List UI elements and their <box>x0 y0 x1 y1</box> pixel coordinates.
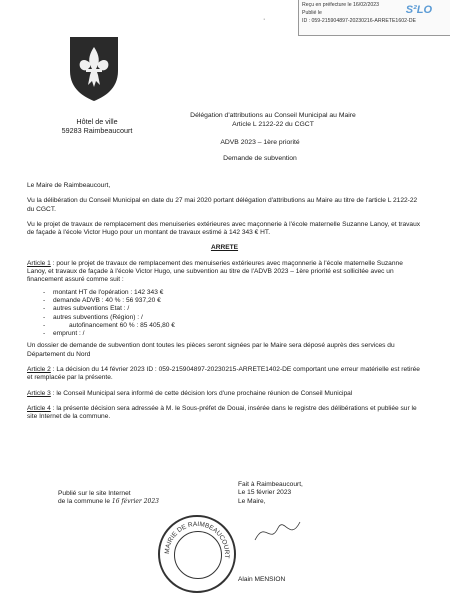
financing-item: - autres subventions (Région) : / <box>39 314 422 322</box>
town-postcode: 59283 Raimbeaucourt <box>61 126 133 135</box>
receipt-date: Reçu en préfecture le 16/02/2023 <box>302 2 380 8</box>
advb-priority: ADVB 2023 – 1ère priorité <box>220 139 300 146</box>
mayor-intro: Le Maire de Raimbeaucourt, <box>27 182 111 189</box>
financing-item: - autres subventions Etat : / <box>39 305 422 313</box>
financing-item: - emprunt : / <box>39 330 422 338</box>
town-coat-of-arms-icon <box>68 35 120 103</box>
publication-label: Publié le <box>302 10 322 16</box>
prefecture-receipt-stamp <box>298 0 450 36</box>
delegation-header <box>168 112 378 129</box>
act-id: ID : 059-215904897-20230216-ARRETE1602-DE <box>302 18 416 24</box>
arrete-heading: ARRETE <box>210 244 239 252</box>
article-2 <box>27 366 422 383</box>
done-at: Fait à Raimbeaucourt, <box>238 481 303 488</box>
mayor-signature-icon <box>250 510 310 550</box>
town-hall-label: Hôtel de ville <box>76 117 118 126</box>
financing-item: - montant HT de l'opération : 142 343 € <box>39 289 422 297</box>
financing-item: - demande ADVB : 40 % : 56 937,20 € <box>39 297 422 305</box>
publication-line-1: Publié sur le site Internet <box>58 490 131 497</box>
article-4-text: : la présente décision sera adressée à M. le Sous-préfet de Douai, insérée dans le registre des délibérations et publiée sur le site Internet de la commune. <box>27 404 417 421</box>
publication-line-2: de la commune le 16 février 2023 <box>58 498 159 506</box>
done-date: Le 15 février 2023 <box>238 489 292 497</box>
financing-list <box>39 289 422 339</box>
article-2-label: Article 2 <box>27 366 51 374</box>
town-hall-address <box>57 117 137 135</box>
considering-deliberation: Vu la délibération du Conseil Municipal en date du 27 mai 2020 portant délégation d'attributions au Maire au titre de l'article L 2122-22 du CGCT. <box>27 197 418 213</box>
article-1 <box>27 260 422 285</box>
seal-text: MAIRIE DE RAIMBEAUCOURT <box>163 520 231 559</box>
article-1-text: : pour le projet de travaux de remplacement des menuiseries extérieures avec maçonnerie à l'école maternelle Suzanne Lanoy, et travaux de façade à l'école Victor Hugo, une subvention au titre de l'ADVB 2023 – 1ère priorité est sollicitée avec un financement assuré comme suit : <box>27 259 403 284</box>
slo-logo: S²LO <box>405 4 432 16</box>
application-dossier: Un dossier de demande de subvention dont toutes les pièces seront signées par le Maire sera déposé auprès des services du Département du Nord <box>27 342 395 358</box>
margin-mark: · <box>263 16 266 23</box>
mayor-title: Le Maire, <box>238 497 266 505</box>
subject-line: Demande de subvention <box>223 155 297 162</box>
mayor-name: Alain MENSION <box>238 576 286 583</box>
article-3-text: : le Conseil Municipal sera informé de cette décision lors d'une prochaine réunion de Conseil Municipal <box>52 389 353 397</box>
delegation-article: Article L 2122-22 du CGCT <box>232 120 314 128</box>
article-3-label: Article 3 <box>27 389 51 397</box>
financing-item: - autofinancement 60 % : 85 405,80 € <box>39 322 422 330</box>
decision-body <box>27 182 422 422</box>
town-hall-seal-icon <box>158 515 236 593</box>
article-2-text: : La décision du 14 février 2023 ID : 059-215904897-20230215-ARRETE1402-DE comportant une erreur matérielle est retirée et remplacée par la présente. <box>27 366 420 382</box>
delegation-title: Délégation d'attributions au Conseil Municipal au Maire <box>190 112 356 119</box>
article-4-label: Article 4 <box>27 404 51 412</box>
publication-notice <box>58 490 168 507</box>
handwritten-date: 16 février 2023 <box>111 498 159 506</box>
signature-block <box>238 481 358 506</box>
article-4 <box>27 405 422 422</box>
article-1-label: Article 1 <box>27 259 51 267</box>
article-3 <box>27 390 422 398</box>
considering-project: Vu le projet de travaux de remplacement des menuiseries extérieures avec maçonnerie à l'école maternelle Suzanne Lanoy, et travaux de façade à l'école Victor Hugo pour un montant de travaux estimé à 142 343 € HT. <box>27 220 421 237</box>
